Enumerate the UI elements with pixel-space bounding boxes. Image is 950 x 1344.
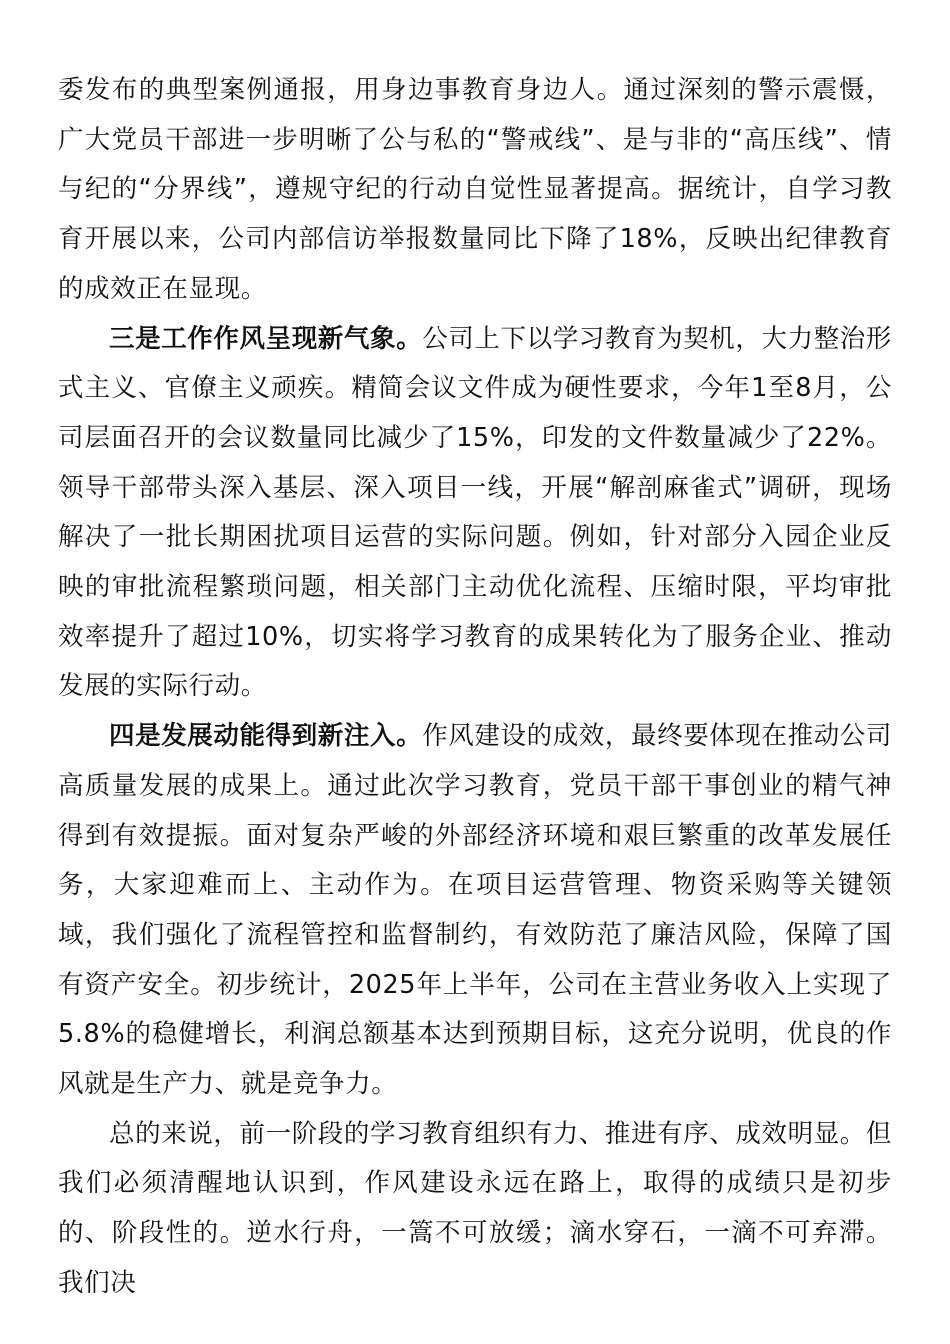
paragraph-work-style xyxy=(58,315,892,713)
paragraph-development-momentum xyxy=(58,712,892,1110)
paragraph-heading: 三是工作作风呈现新气象。 xyxy=(109,323,423,354)
paragraph-text: 委发布的典型案例通报，用身边事教育身边人。通过深刻的警示震慑，广大党员干部进一步明晰了公与私的“警戒线”、是与非的“高压线”、情与纪的“分界线”，遵规守纪的行动自觉性显著提高。据统计，自学习教育开展以来，公司内部信访举报数量同比下降了18%，反映出纪律教育的成效正在显现。 xyxy=(58,75,892,304)
paragraph-heading: 四是发展动能得到新注入。 xyxy=(109,721,423,752)
paragraph-text: 总的来说，前一阶段的学习教育组织有力、推进有序、成效明显。但我们必须清醒地认识到，作风建设永远在路上，取得的成绩只是初步的、阶段性的。逆水行舟，一篙不可放缓；滴水穿石，一滴不可弃滞。我们决 xyxy=(58,1118,893,1298)
paragraph-summary xyxy=(58,1110,892,1309)
paragraph-text: 公司上下以学习教育为契机，大力整治形式主义、官僚主义顽疾。精简会议文件成为硬性要求，今年1至8月，公司层面召开的会议数量同比减少了15%，印发的文件数量减少了22%。领导干部带头深入基层、深入项目一线，开展“解剖麻雀式”调研，现场解决了一批长期困扰项目运营的实际问题。例如，针对部分入园企业反映的审批流程繁琐问题，相关部门主动优化流程、压缩时限，平均审批效率提升了超过10%，切实将学习教育的成果转化为了服务企业、推动发展的实际行动。 xyxy=(58,323,893,702)
document-page xyxy=(58,66,892,1309)
paragraph-text: 作风建设的成效，最终要体现在推动公司高质量发展的成果上。通过此次学习教育，党员干部干事创业的精气神得到有效提振。面对复杂严峻的外部经济环境和艰巨繁重的改革发展任务，大家迎难而上、主动作为。在项目运营管理、物资采购等关键领域，我们强化了流程管控和监督制约，有效防范了廉洁风险，保障了国有资产安全。初步统计，2025年上半年，公司在主营业务收入上实现了5.8%的稳健增长，利润总额基本达到预期目标，这充分说明，优良的作风就是生产力、就是竞争力。 xyxy=(58,721,893,1100)
paragraph-continuation xyxy=(58,66,892,315)
